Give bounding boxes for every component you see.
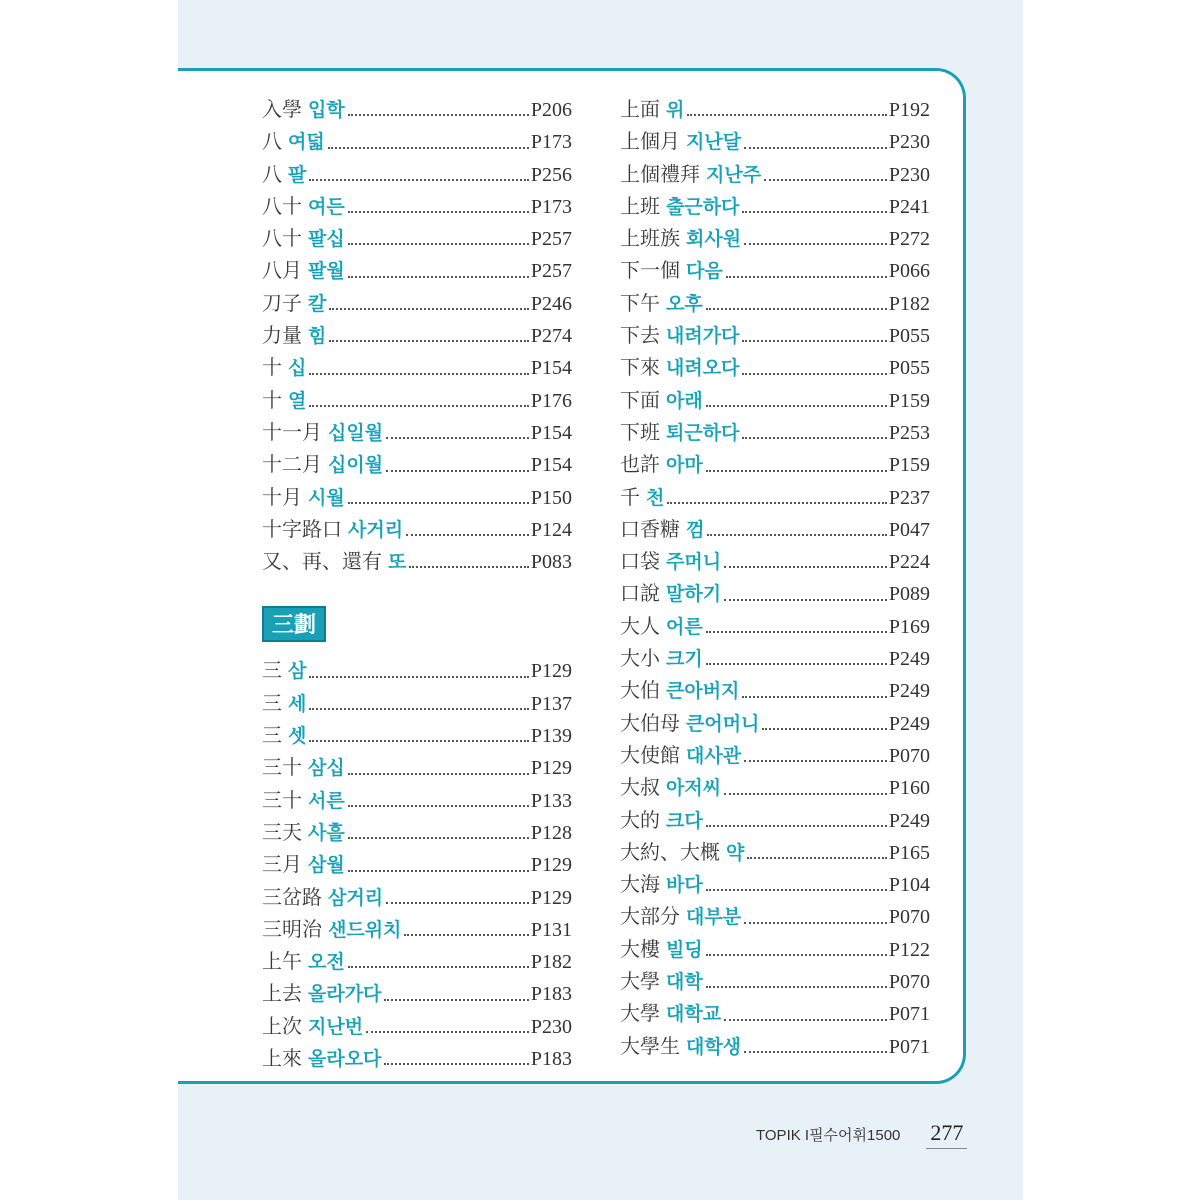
entry-korean: 대학생 (686, 1035, 742, 1058)
index-entry (620, 545, 930, 577)
index-entry (262, 751, 572, 783)
entry-korean: 셋 (288, 725, 307, 748)
entry-page: P182 (888, 292, 930, 315)
entry-page: P128 (530, 821, 572, 844)
dot-leader (348, 837, 529, 839)
index-entry (620, 836, 930, 868)
entry-chinese: 大的 (620, 807, 660, 832)
index-entry (620, 287, 930, 319)
entry-korean: 천 (646, 486, 665, 509)
dot-leader (744, 922, 887, 924)
dot-leader (348, 276, 529, 278)
entry-page: P083 (530, 551, 572, 574)
entry-page: P173 (530, 195, 572, 218)
entry-chinese: 口香糖 (620, 516, 680, 541)
dot-leader (386, 902, 529, 904)
entry-page: P154 (530, 454, 572, 477)
entry-page: P253 (888, 421, 930, 444)
index-entry (620, 93, 930, 125)
dot-leader (409, 566, 529, 568)
entry-korean: 지난달 (686, 131, 742, 154)
entry-page: P257 (530, 228, 572, 251)
entry-page: P131 (530, 918, 572, 941)
entry-korean: 대사관 (686, 744, 742, 767)
dot-leader (384, 999, 528, 1001)
dot-leader (706, 954, 887, 956)
entry-chinese: 八十 (262, 226, 302, 251)
entry-page: P159 (888, 454, 930, 477)
entry-korean: 크다 (666, 809, 703, 832)
entry-korean: 팔십 (308, 228, 345, 251)
index-entry (620, 416, 930, 448)
index-entry (620, 351, 930, 383)
index-entry (262, 881, 572, 913)
entry-chinese: 也許 (620, 452, 660, 477)
entry-chinese: 刀子 (262, 290, 302, 315)
dot-leader (742, 340, 886, 342)
index-entry (620, 577, 930, 609)
index-entry (620, 771, 930, 803)
index-entry (262, 945, 572, 977)
entry-korean: 어른 (666, 615, 703, 638)
index-entry (620, 158, 930, 190)
entry-chinese: 下來 (620, 355, 660, 380)
entry-korean: 오전 (308, 951, 345, 974)
entry-korean: 큰아버지 (666, 680, 740, 703)
dot-leader (667, 502, 887, 504)
dot-leader (742, 211, 886, 213)
entry-korean: 주머니 (666, 551, 722, 574)
entry-korean: 큰어머니 (686, 712, 760, 735)
entry-chinese: 下一個 (620, 258, 680, 283)
index-entry (262, 481, 572, 513)
dot-leader (329, 340, 529, 342)
index-entry (262, 351, 572, 383)
entry-page: P249 (888, 712, 930, 735)
entry-chinese: 十字路口 (262, 516, 342, 541)
entry-page: P070 (888, 744, 930, 767)
entry-page: P089 (888, 583, 930, 606)
dot-leader (724, 1019, 887, 1021)
entry-page: P129 (530, 660, 572, 683)
dot-leader (309, 708, 529, 710)
entry-korean: 아저씨 (666, 777, 722, 800)
entry-chinese: 大學生 (620, 1033, 680, 1058)
entry-korean: 샌드위치 (328, 918, 402, 941)
entry-chinese: 大叔 (620, 775, 660, 800)
right-column (620, 93, 930, 1062)
index-entry (262, 848, 572, 880)
dot-leader (744, 760, 887, 762)
dot-leader (706, 470, 887, 472)
entry-page: P071 (888, 1035, 930, 1058)
entry-chinese: 上面 (620, 97, 660, 121)
entry-chinese: 大小 (620, 646, 660, 671)
entry-page: P133 (530, 789, 572, 812)
entry-page: P192 (888, 99, 930, 121)
entry-korean: 시월 (308, 486, 345, 509)
entry-chinese: 三十 (262, 755, 302, 780)
entry-page: P230 (530, 1015, 572, 1038)
entry-korean: 지난주 (706, 163, 762, 186)
entry-chinese: 力量 (262, 323, 302, 348)
dot-leader (744, 243, 887, 245)
entry-chinese: 大約、大概 (620, 839, 720, 864)
entry-korean: 올라가다 (308, 983, 382, 1006)
entry-page: P071 (888, 1003, 930, 1026)
index-entry (620, 933, 930, 965)
entry-korean: 사흘 (308, 821, 345, 844)
entry-chinese: 大使館 (620, 742, 680, 767)
entry-chinese: 上個月 (620, 129, 680, 154)
entry-korean: 아마 (666, 454, 703, 477)
entry-page: P249 (888, 680, 930, 703)
index-entry (620, 125, 930, 157)
entry-page: P165 (888, 841, 930, 864)
entry-page: P176 (530, 389, 572, 412)
index-entry (620, 190, 930, 222)
entry-chinese: 三天 (262, 819, 302, 844)
entry-korean: 빌딩 (666, 938, 703, 961)
entry-page: P230 (888, 163, 930, 186)
dot-leader (348, 870, 529, 872)
entry-chinese: 十二月 (262, 452, 322, 477)
entry-korean: 입학 (308, 99, 345, 121)
entry-chinese: 口袋 (620, 549, 660, 574)
index-entry (620, 900, 930, 932)
book-title: TOPIK I필수어휘1500 (756, 1127, 901, 1144)
dot-leader (747, 857, 887, 859)
entry-chinese: 三 (262, 690, 282, 715)
entry-chinese: 三 (262, 658, 282, 683)
dot-leader (742, 373, 886, 375)
entry-page: P129 (530, 854, 572, 877)
entry-korean: 팔 (288, 163, 307, 186)
index-entry (262, 687, 572, 719)
entry-chinese: 又、再、還有 (262, 549, 382, 574)
entry-chinese: 八月 (262, 258, 302, 283)
entry-korean: 열 (288, 389, 307, 412)
dot-leader (706, 405, 887, 407)
entry-page: P104 (888, 874, 930, 897)
entry-page: P154 (530, 421, 572, 444)
entry-page: P129 (530, 886, 572, 909)
entry-page: P249 (888, 648, 930, 671)
entry-korean: 칼 (308, 292, 327, 315)
index-entry (262, 545, 572, 577)
entry-page: P249 (888, 809, 930, 832)
entry-chinese: 三月 (262, 852, 302, 877)
entry-page: P206 (530, 99, 572, 121)
index-entry (262, 416, 572, 448)
index-entry (262, 977, 572, 1009)
entry-korean: 삼 (288, 660, 307, 683)
entry-chinese: 十 (262, 355, 282, 380)
entry-chinese: 八 (262, 129, 282, 154)
entry-korean: 사거리 (348, 518, 404, 541)
entry-chinese: 上班 (620, 193, 660, 218)
entry-korean: 삼월 (308, 854, 345, 877)
entry-chinese: 三明治 (262, 916, 322, 941)
index-entry (262, 190, 572, 222)
index-entry (620, 804, 930, 836)
entry-page: P047 (888, 518, 930, 541)
entry-group-3 (620, 93, 930, 1062)
index-entry (262, 254, 572, 286)
entry-page: P129 (530, 757, 572, 780)
entry-korean: 바다 (666, 874, 703, 897)
dot-leader (687, 114, 887, 116)
entry-chinese: 上班族 (620, 226, 680, 251)
entry-chinese: 大部分 (620, 904, 680, 929)
entry-page: P224 (888, 551, 930, 574)
index-entry (262, 913, 572, 945)
dot-leader (724, 599, 887, 601)
entry-korean: 또 (388, 551, 407, 574)
dot-leader (366, 1031, 529, 1033)
dot-leader (386, 470, 529, 472)
entry-korean: 십 (288, 357, 307, 380)
index-entry (620, 707, 930, 739)
entry-korean: 지난번 (308, 1015, 364, 1038)
entry-page: P230 (888, 131, 930, 154)
entry-page: P173 (530, 131, 572, 154)
dot-leader (348, 502, 529, 504)
entry-page: P159 (888, 389, 930, 412)
dot-leader (348, 114, 529, 116)
entry-korean: 위 (666, 99, 685, 121)
entry-page: P237 (888, 486, 930, 509)
index-entry (620, 448, 930, 480)
dot-leader (386, 437, 529, 439)
dot-leader (706, 825, 887, 827)
index-entry (262, 513, 572, 545)
entry-chinese: 三岔路 (262, 884, 322, 909)
index-entry (620, 513, 930, 545)
entry-korean: 세 (288, 692, 307, 715)
dot-leader (404, 934, 528, 936)
entry-page: P160 (888, 777, 930, 800)
entry-korean: 십이월 (328, 454, 384, 477)
entry-korean: 올라오다 (308, 1048, 382, 1071)
entry-korean: 말하기 (666, 583, 722, 606)
entry-korean: 대부분 (686, 906, 742, 929)
index-entry (620, 384, 930, 416)
dot-leader (309, 740, 529, 742)
entry-chinese: 大人 (620, 613, 660, 638)
entry-korean: 십일월 (328, 421, 384, 444)
dot-leader (348, 966, 529, 968)
entry-page: P246 (530, 292, 572, 315)
index-entry (262, 93, 572, 125)
dot-leader (724, 793, 887, 795)
dot-leader (744, 147, 887, 149)
entry-korean: 대학 (666, 971, 703, 994)
entry-korean: 내려오다 (666, 357, 740, 380)
entry-chinese: 上個禮拜 (620, 161, 700, 186)
index-entry (262, 158, 572, 190)
index-entry (262, 287, 572, 319)
entry-korean: 퇴근하다 (666, 421, 740, 444)
entry-korean: 서른 (308, 789, 345, 812)
entry-page: P183 (530, 983, 572, 1006)
index-entry (620, 739, 930, 771)
entry-korean: 껌 (686, 518, 705, 541)
entry-korean: 회사원 (686, 228, 742, 251)
index-entry (262, 654, 572, 686)
page-number: 277 (926, 1120, 967, 1149)
entry-korean: 내려가다 (666, 325, 740, 348)
dot-leader (706, 986, 887, 988)
dot-leader (707, 534, 887, 536)
index-entry (262, 448, 572, 480)
entry-korean: 삼십 (308, 757, 345, 780)
entry-chinese: 大學 (620, 969, 660, 994)
index-entry (620, 965, 930, 997)
dot-leader (309, 373, 529, 375)
entry-page: P182 (530, 951, 572, 974)
entry-chinese: 口說 (620, 581, 660, 606)
entry-page: P256 (530, 163, 572, 186)
index-entry (262, 784, 572, 816)
entry-korean: 여든 (308, 195, 345, 218)
dot-leader (706, 308, 887, 310)
dot-leader (309, 179, 529, 181)
entry-chinese: 上午 (262, 949, 302, 974)
dot-leader (384, 1063, 528, 1065)
dot-leader (762, 728, 886, 730)
dot-leader (742, 437, 886, 439)
index-entry (262, 1042, 572, 1074)
page-footer (756, 1120, 967, 1148)
entry-korean: 팔월 (308, 260, 345, 283)
index-entry (262, 384, 572, 416)
index-entry (620, 997, 930, 1029)
entry-page: P241 (888, 195, 930, 218)
entry-chinese: 大學 (620, 1001, 660, 1026)
entry-group-2 (262, 654, 572, 1074)
entry-chinese: 八 (262, 161, 282, 186)
left-column (262, 93, 572, 1074)
entry-korean: 약 (726, 841, 745, 864)
entry-page: P183 (530, 1048, 572, 1071)
dot-leader (309, 676, 529, 678)
entry-chinese: 下班 (620, 419, 660, 444)
entry-page: P257 (530, 260, 572, 283)
entry-chinese: 大伯母 (620, 710, 680, 735)
entry-chinese: 大樓 (620, 936, 660, 961)
entry-page: P169 (888, 615, 930, 638)
dot-leader (706, 889, 887, 891)
entry-page: P122 (888, 938, 930, 961)
index-entry (620, 1030, 930, 1062)
entry-page: P070 (888, 971, 930, 994)
dot-leader (348, 805, 529, 807)
index-entry (620, 868, 930, 900)
index-entry (620, 481, 930, 513)
index-entry (262, 816, 572, 848)
dot-leader (726, 276, 887, 278)
entry-chinese: 大伯 (620, 678, 660, 703)
index-entry (262, 719, 572, 751)
entry-page: P055 (888, 325, 930, 348)
entry-page: P139 (530, 725, 572, 748)
dot-leader (348, 243, 529, 245)
index-entry (262, 125, 572, 157)
entry-page: P274 (530, 325, 572, 348)
entry-korean: 크기 (666, 648, 703, 671)
entry-korean: 여덟 (288, 131, 325, 154)
entry-korean: 출근하다 (666, 195, 740, 218)
entry-chinese: 十月 (262, 484, 302, 509)
entry-page: P070 (888, 906, 930, 929)
entry-korean: 대학교 (666, 1003, 722, 1026)
entry-korean: 다음 (686, 260, 723, 283)
dot-leader (406, 534, 529, 536)
entry-korean: 삼거리 (328, 886, 384, 909)
dot-leader (706, 631, 887, 633)
entry-page: P066 (888, 260, 930, 283)
entry-chinese: 大海 (620, 872, 660, 897)
entry-page: P272 (888, 228, 930, 251)
entry-chinese: 千 (620, 484, 640, 509)
entry-page: P055 (888, 357, 930, 380)
entry-korean: 힘 (308, 325, 327, 348)
section-heading-three-strokes: 三劃 (262, 606, 326, 642)
entry-chinese: 十 (262, 387, 282, 412)
dot-leader (348, 211, 529, 213)
entry-page: P137 (530, 692, 572, 715)
entry-chinese: 三十 (262, 787, 302, 812)
entry-chinese: 下面 (620, 387, 660, 412)
dot-leader (348, 773, 529, 775)
dot-leader (764, 179, 887, 181)
entry-chinese: 下午 (620, 290, 660, 315)
index-entry (620, 610, 930, 642)
dot-leader (309, 405, 529, 407)
index-entry (620, 254, 930, 286)
index-entry (262, 1010, 572, 1042)
entry-chinese: 上去 (262, 981, 302, 1006)
dot-leader (724, 566, 887, 568)
entry-chinese: 上來 (262, 1046, 302, 1071)
dot-leader (329, 308, 529, 310)
index-entry (620, 319, 930, 351)
entry-chinese: 上次 (262, 1013, 302, 1038)
entry-chinese: 十一月 (262, 419, 322, 444)
entry-page: P124 (530, 518, 572, 541)
entry-korean: 아래 (666, 389, 703, 412)
index-entry (262, 319, 572, 351)
index-entry (620, 674, 930, 706)
entry-page: P154 (530, 357, 572, 380)
dot-leader (706, 663, 887, 665)
entry-korean: 오후 (666, 292, 703, 315)
entry-chinese: 下去 (620, 323, 660, 348)
entry-chinese: 三 (262, 723, 282, 748)
entry-chinese: 入學 (262, 97, 302, 121)
entry-page: P150 (530, 486, 572, 509)
index-entry (620, 642, 930, 674)
entry-group-1 (262, 93, 572, 577)
dot-leader (744, 1051, 887, 1053)
index-entry (262, 222, 572, 254)
dot-leader (328, 147, 529, 149)
dot-leader (742, 696, 886, 698)
entry-chinese: 八十 (262, 193, 302, 218)
index-entry (620, 222, 930, 254)
